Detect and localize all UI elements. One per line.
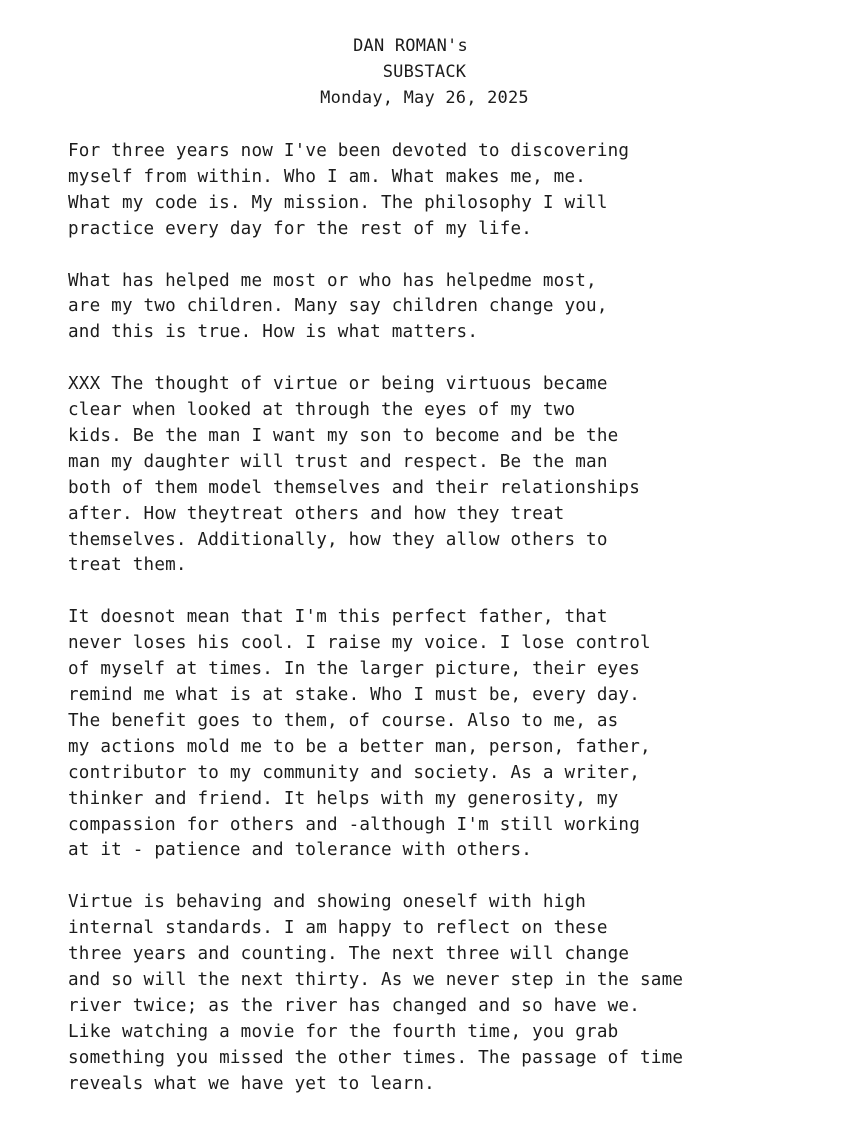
text-line: Virtue is behaving and showing oneself with high xyxy=(68,892,587,913)
text-line: clear when looked at through the eyes of my two xyxy=(68,400,576,421)
text-line: Like watching a movie for the fourth time, you grab xyxy=(68,1021,619,1042)
text-line: both of them model themselves and their relationships xyxy=(68,477,640,498)
text-line: something you missed the other times. The passage of time xyxy=(68,1047,684,1068)
text-line: river twice; as the river has changed and so have we. xyxy=(68,995,640,1016)
article-body xyxy=(68,139,828,1123)
text-line: internal standards. I am happy to reflect on these xyxy=(68,918,608,939)
text-line: three years and counting. The next three will change xyxy=(68,944,630,965)
text-line: my actions mold me to be a better man, person, father, xyxy=(68,736,651,757)
text-line: contributor to my community and society. As a writer, xyxy=(68,762,640,783)
text-line: themselves. Additionally, how they allow others to xyxy=(68,529,608,550)
paragraph-4 xyxy=(68,605,828,864)
text-line: are my two children. Many say children change you, xyxy=(68,296,608,317)
text-line: at it - patience and tolerance with others. xyxy=(68,840,533,861)
paragraph-2 xyxy=(68,269,828,347)
text-line: It doesnot mean that I'm this perfect father, that xyxy=(68,607,608,628)
text-line: What my code is. My mission. The philosophy I will xyxy=(68,192,608,213)
paragraph-5 xyxy=(68,890,828,1097)
paragraph-1 xyxy=(68,139,828,243)
text-line: and this is true. How is what matters. xyxy=(68,322,479,343)
text-line: man my daughter will trust and respect. Be the man xyxy=(68,451,608,472)
text-line: compassion for others and -although I'm still working xyxy=(68,814,640,835)
text-line: of myself at times. In the larger picture, their eyes xyxy=(68,659,640,680)
text-line: What has helped me most or who has helpedme most, xyxy=(68,270,597,291)
post-date: Monday, May 26, 2025 xyxy=(320,88,529,108)
page-header xyxy=(0,33,843,111)
text-line: never loses his cool. I raise my voice. I lose control xyxy=(68,633,651,654)
text-line: after. How theytreat others and how they treat xyxy=(68,503,565,524)
publication-name: SUBSTACK xyxy=(382,62,467,82)
text-line: myself from within. Who I am. What makes me, me. xyxy=(68,166,587,187)
text-line: The benefit goes to them, of course. Also to me, as xyxy=(68,710,619,731)
paragraph-3 xyxy=(68,372,828,579)
text-line: thinker and friend. It helps with my generosity, my xyxy=(68,788,619,809)
text-line: kids. Be the man I want my son to become and be the xyxy=(68,425,619,446)
text-line: reveals what we have yet to learn. xyxy=(68,1073,435,1094)
text-line: XXX The thought of virtue or being virtuous became xyxy=(68,374,608,395)
text-line: and so will the next thirty. As we never step in the same xyxy=(68,969,684,990)
text-line: For three years now I've been devoted to discovering xyxy=(68,141,630,161)
text-line: practice every day for the rest of my life. xyxy=(68,218,533,239)
author-title: DAN ROMAN's xyxy=(353,36,468,56)
text-line: treat them. xyxy=(68,555,187,576)
text-line: remind me what is at stake. Who I must be, every day. xyxy=(68,684,640,705)
